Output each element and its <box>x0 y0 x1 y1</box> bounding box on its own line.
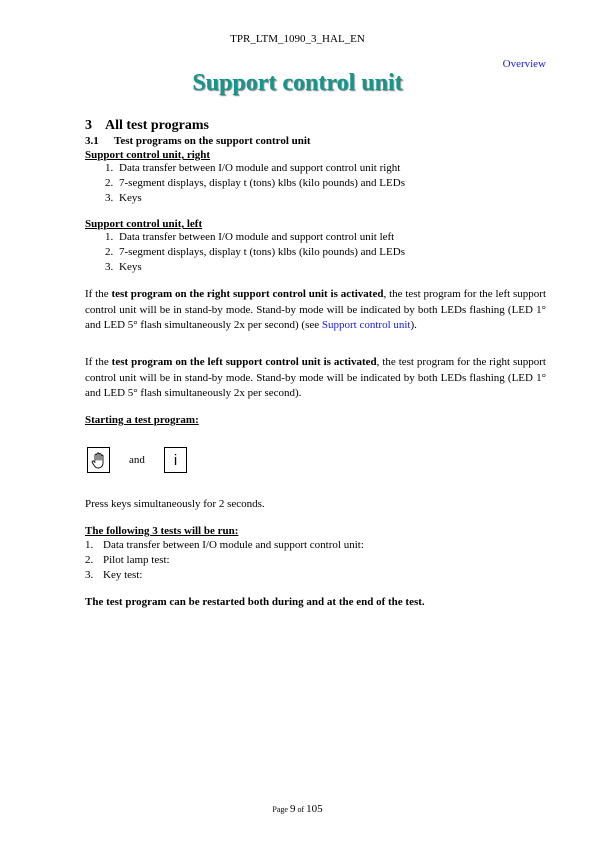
list-item-number: 1. <box>105 231 114 243</box>
right-unit-list <box>105 161 405 206</box>
section-title: All test programs <box>105 118 209 133</box>
starting-heading: Starting a test program: <box>85 414 199 426</box>
page-title: Support control unit <box>192 70 403 96</box>
section-heading <box>85 118 209 134</box>
list-item <box>105 260 405 275</box>
list-item-text: Data transfer between I/O module and support control unit right <box>119 162 401 174</box>
list-item <box>85 538 364 553</box>
list-item-number: 1. <box>105 162 114 174</box>
page-footer <box>0 803 595 815</box>
section-number: 3 <box>85 118 92 133</box>
list-item-number: 2. <box>105 177 114 189</box>
overview-link[interactable]: Overview <box>502 58 546 70</box>
list-item <box>105 245 405 260</box>
subsection-number: 3.1 <box>85 135 99 147</box>
press-instruction: Press keys simultaneously for 2 seconds. <box>85 498 265 510</box>
para-bold-text: test program on the right support control unit is activated <box>111 288 384 300</box>
restart-note: The test program can be restarted both during and at the end of the test. <box>85 596 425 608</box>
support-control-unit-link[interactable]: Support control unit <box>321 319 411 331</box>
para-text: , the test program for the right support control unit will be in stand-by mode. Stand-by mode will be indicated by both LEDs flashing (LED 1° and LED 5° flash simultaneously 2x per second). <box>85 356 546 399</box>
hand-key <box>87 447 110 473</box>
para-text: , the test program for the left support control unit will be in stand-by mode. Stand-by mode will be indicated by both LEDs flashing (LED 1° and LED 5° flash simultaneously 2x per second) (see <box>85 288 547 331</box>
subsection-title: Test programs on the support control unit <box>114 135 311 147</box>
para-text: If the <box>85 356 112 368</box>
para-text: ). <box>410 319 417 331</box>
list-item-text: Pilot lamp test: <box>103 554 170 566</box>
list-item-number: 3. <box>105 192 114 204</box>
list-item <box>105 176 405 191</box>
page-total: 105 <box>306 803 323 815</box>
right-unit-paragraph <box>85 287 546 334</box>
left-unit-paragraph <box>85 355 546 402</box>
list-item-number: 2. <box>105 246 114 258</box>
tests-heading: The following 3 tests will be run: <box>85 525 239 537</box>
list-item-text: 7-segment displays, display t (tons) klbs (kilo pounds) and LEDs <box>119 177 405 189</box>
list-item-text: Data transfer between I/O module and support control unit: <box>103 539 364 551</box>
list-item-text: Data transfer between I/O module and support control unit left <box>119 231 395 243</box>
subsection-heading <box>85 135 311 147</box>
para-bold-text: test program on the left support control unit is activated <box>111 356 377 368</box>
left-unit-list <box>105 230 405 275</box>
info-key: i <box>164 447 187 473</box>
page-word: Page <box>272 805 288 814</box>
document-id: TPR_LTM_1090_3_HAL_EN <box>230 33 365 45</box>
list-item <box>85 553 364 568</box>
list-item-text: 7-segment displays, display t (tons) klbs (kilo pounds) and LEDs <box>119 246 405 258</box>
and-text: and <box>129 454 145 466</box>
list-item-number: 3. <box>85 569 94 581</box>
list-item-text: Keys <box>119 261 142 273</box>
list-item <box>85 568 364 583</box>
list-item-number: 2. <box>85 554 94 566</box>
list-item <box>105 230 405 245</box>
list-item-number: 1. <box>85 539 94 551</box>
of-word: of <box>297 805 305 814</box>
left-unit-heading: Support control unit, left <box>85 218 203 230</box>
para-text: If the <box>85 288 112 300</box>
list-item-text: Key test: <box>103 569 143 581</box>
list-item-number: 3. <box>105 261 114 273</box>
list-item <box>105 161 405 176</box>
list-item <box>105 191 405 206</box>
tests-list <box>85 538 364 583</box>
list-item-text: Keys <box>119 192 142 204</box>
right-unit-heading: Support control unit, right <box>85 149 211 161</box>
hand-icon <box>91 452 106 469</box>
page-number: 9 <box>289 803 296 815</box>
